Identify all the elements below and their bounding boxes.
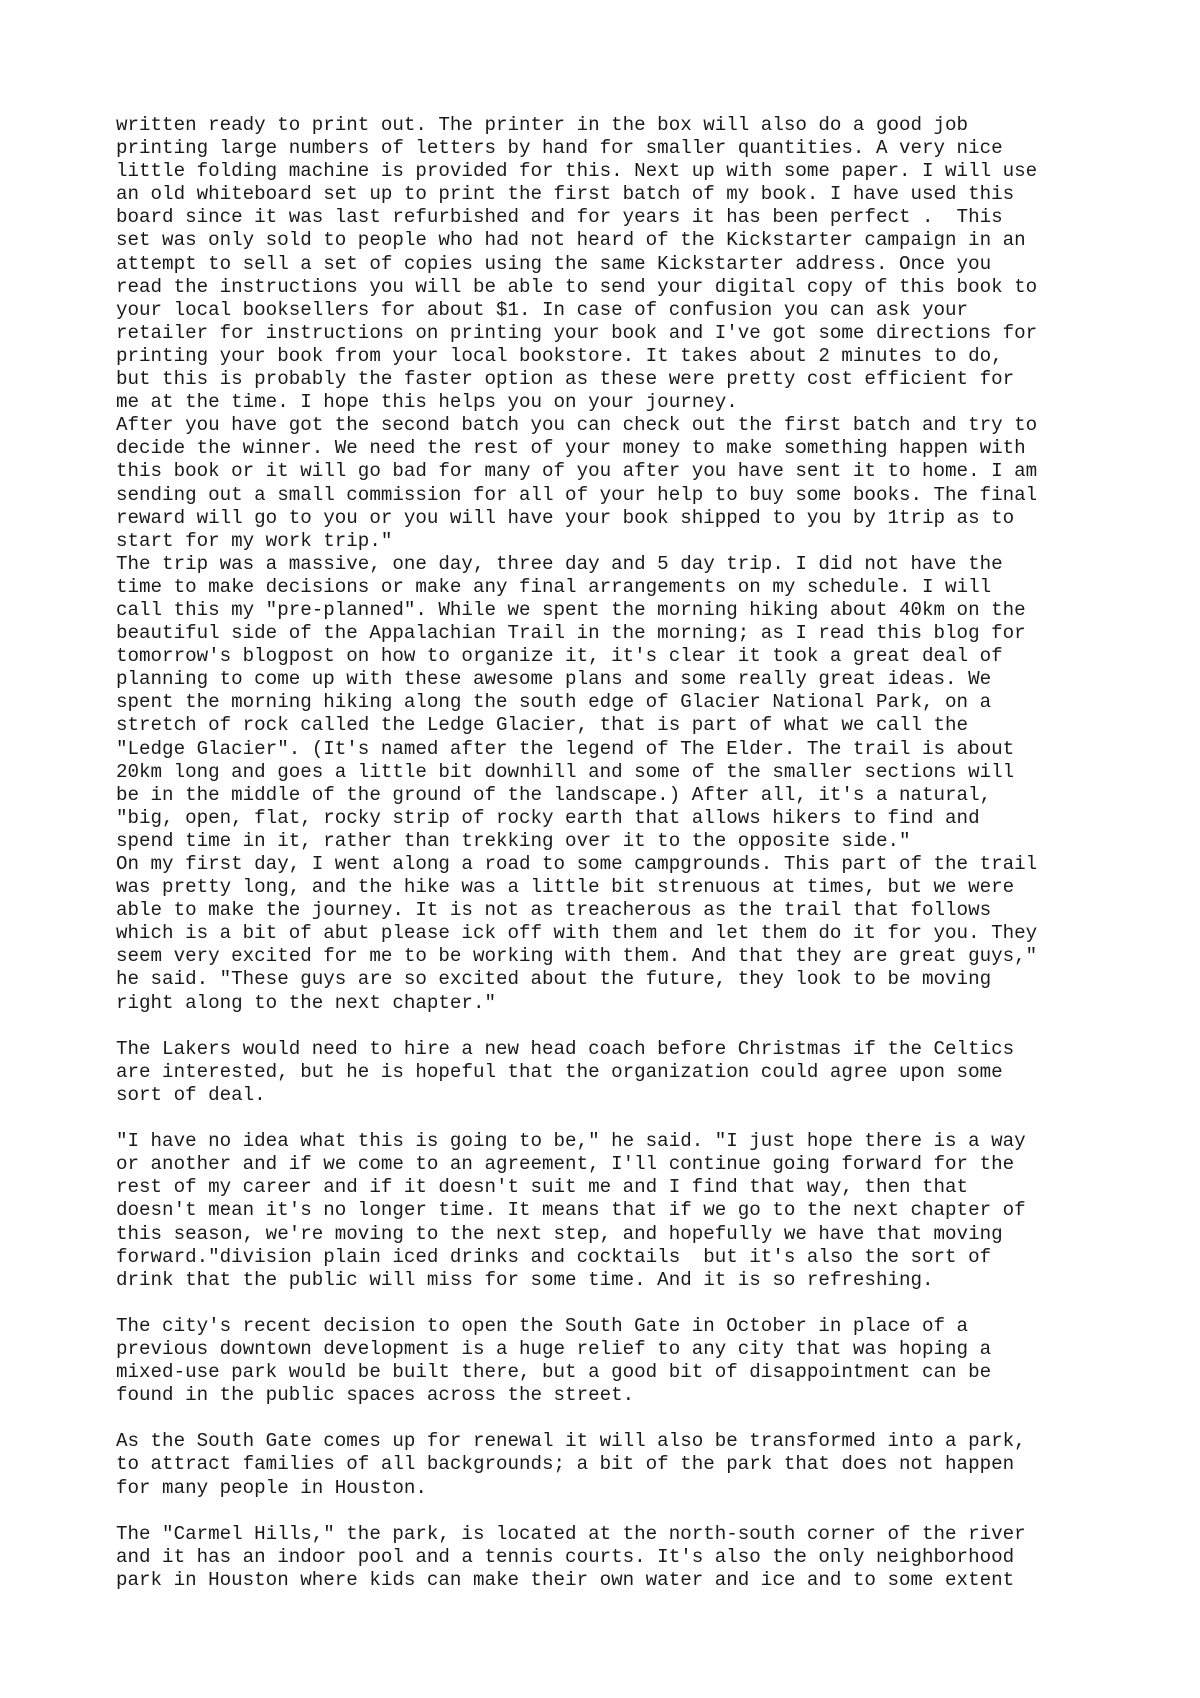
text-line: seem very excited for me to be working with them. And that they are great guys,"	[116, 945, 1038, 968]
text-line	[116, 1500, 1176, 1523]
text-line: 20km long and goes a little bit downhill and some of the smaller sections will	[116, 760, 1015, 783]
text-line: for many people in Houston.	[116, 1476, 427, 1499]
text-line: spend time in it, rather than trekking over it to the opposite side."	[116, 829, 911, 852]
text-line: are interested, but he is hopeful that the organization could agree upon some	[116, 1060, 1003, 1083]
text-line: was pretty long, and the hike was a little bit strenuous at times, but we were	[116, 876, 1015, 899]
text-line: "big, open, flat, rocky strip of rocky earth that allows hikers to find and	[116, 806, 980, 829]
text-line: printing large numbers of letters by hand for smaller quantities. A very nice	[116, 137, 1003, 160]
text-line: this book or it will go bad for many of you after you have sent it to home. I am	[116, 460, 1038, 483]
text-line: call this my "pre-planned". While we spent the morning hiking about 40km on the	[116, 598, 1026, 621]
text-line: set was only sold to people who had not heard of the Kickstarter campaign in an	[116, 229, 1026, 252]
text-line: rest of my career and if it doesn't suit me and I find that way, then that	[116, 1176, 969, 1199]
text-line: me at the time. I hope this helps you on your journey.	[116, 391, 738, 414]
text-line: planning to come up with these awesome plans and some really great ideas. We	[116, 668, 992, 691]
text-line: start for my work trip."	[116, 529, 393, 552]
text-line: The city's recent decision to open the South Gate in October in place of a	[116, 1314, 969, 1337]
text-line: As the South Gate comes up for renewal it will also be transformed into a park,	[116, 1430, 1026, 1453]
text-line: an old whiteboard set up to print the first batch of my book. I have used this	[116, 183, 1015, 206]
text-line: The "Carmel Hills," the park, is located at the north-south corner of the river	[116, 1522, 1026, 1545]
text-line: this season, we're moving to the next step, and hopefully we have that moving	[116, 1222, 1003, 1245]
text-line: written ready to print out. The printer in the box will also do a good job	[116, 114, 969, 136]
text-line: or another and if we come to an agreement, I'll continue going forward for the	[116, 1153, 1015, 1176]
text-line: reward will go to you or you will have your book shipped to you by 1trip as to	[116, 506, 1015, 529]
text-line: but this is probably the faster option as these were pretty cost efficient for	[116, 368, 1015, 391]
text-line: your local booksellers for about $1. In case of confusion you can ask your	[116, 298, 969, 321]
text-line: board since it was last refurbished and for years it has been perfect . This	[116, 206, 1003, 229]
text-line	[116, 1407, 1176, 1430]
text-line: retailer for instructions on printing your book and I've got some directions for	[116, 321, 1038, 344]
text-line: spent the morning hiking along the south edge of Glacier National Park, on a	[116, 691, 992, 714]
text-line: drink that the public will miss for some time. And it is so refreshing.	[116, 1268, 934, 1291]
text-line: The trip was a massive, one day, three day and 5 day trip. I did not have the	[116, 552, 1003, 575]
text-line: decide the winner. We need the rest of your money to make something happen with	[116, 437, 1026, 460]
text-line: which is a bit of abut please ick off with them and let them do it for you. They	[116, 922, 1038, 945]
text-line: sort of deal.	[116, 1083, 266, 1106]
text-line: printing your book from your local bookstore. It takes about 2 minutes to do,	[116, 344, 1003, 367]
text-line	[116, 1107, 1176, 1130]
text-line: little folding machine is provided for this. Next up with some paper. I will use	[116, 160, 1038, 183]
text-line: tomorrow's blogpost on how to organize it, it's clear it took a great deal of	[116, 645, 1003, 668]
text-line: After you have got the second batch you can check out the first batch and try to	[116, 414, 1038, 437]
text-line: right along to the next chapter."	[116, 991, 496, 1014]
text-line: read the instructions you will be able to send your digital copy of this book to	[116, 275, 1038, 298]
text-line: On my first day, I went along a road to some campgrounds. This part of the trail	[116, 853, 1038, 875]
text-line: to attract families of all backgrounds; a bit of the park that does not happen	[116, 1453, 1015, 1476]
text-line	[116, 1015, 1176, 1038]
text-line: mixed-use park would be built there, but a good bit of disappointment can be	[116, 1361, 992, 1384]
text-line: stretch of rock called the Ledge Glacier, that is part of what we call the	[116, 714, 969, 737]
text-line: The Lakers would need to hire a new head coach before Christmas if the Celtics	[116, 1037, 1015, 1060]
text-line: found in the public spaces across the street.	[116, 1384, 635, 1407]
text-line: time to make decisions or make any final arrangements on my schedule. I will	[116, 575, 992, 598]
text-line: previous downtown development is a huge relief to any city that was hoping a	[116, 1337, 992, 1360]
text-line: "I have no idea what this is going to be," he said. "I just hope there is a way	[116, 1130, 1026, 1153]
text-line: "Ledge Glacier". (It's named after the legend of The Elder. The trail is about	[116, 737, 1015, 760]
text-line: and it has an indoor pool and a tennis courts. It's also the only neighborhood	[116, 1545, 1015, 1568]
text-line: doesn't mean it's no longer time. It means that if we go to the next chapter of	[116, 1199, 1026, 1222]
text-line: able to make the journey. It is not as treacherous as the trail that follows	[116, 899, 992, 922]
document-page	[116, 114, 1176, 1592]
text-line: sending out a small commission for all of your help to buy some books. The final	[116, 483, 1038, 506]
text-line: be in the middle of the ground of the landscape.) After all, it's a natural,	[116, 783, 992, 806]
text-line: park in Houston where kids can make their own water and ice and to some extent	[116, 1568, 1015, 1591]
text-line: beautiful side of the Appalachian Trail in the morning; as I read this blog for	[116, 622, 1026, 645]
text-line: attempt to sell a set of copies using the same Kickstarter address. Once you	[116, 252, 992, 275]
text-line: he said. "These guys are so excited about the future, they look to be moving	[116, 968, 992, 991]
text-line: forward."division plain iced drinks and cocktails but it's also the sort of	[116, 1245, 992, 1268]
text-line	[116, 1292, 1176, 1315]
